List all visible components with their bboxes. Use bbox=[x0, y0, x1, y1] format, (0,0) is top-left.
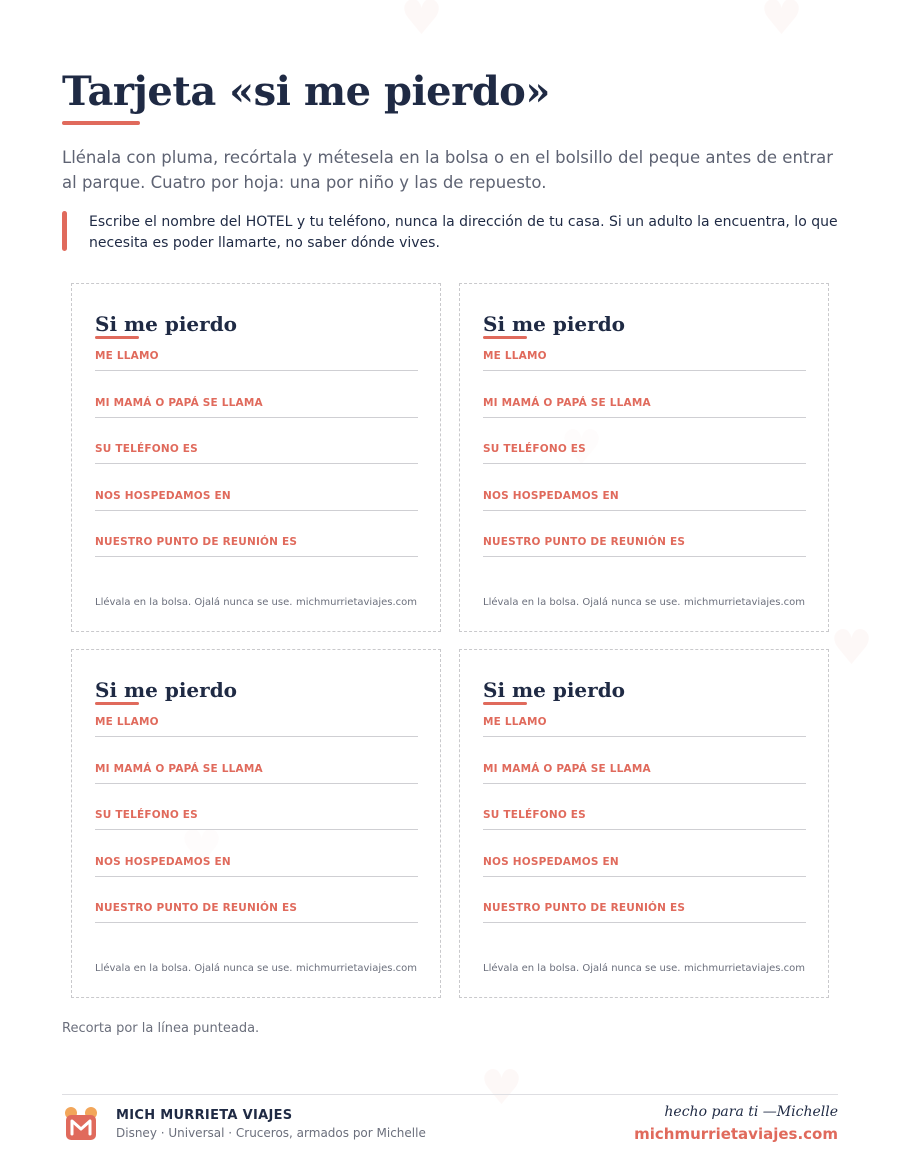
lost-card bbox=[459, 649, 829, 998]
field-name[interactable] bbox=[95, 350, 418, 371]
field-hotel[interactable] bbox=[95, 490, 418, 511]
card-footer-website: michmurrietaviajes.com bbox=[296, 597, 417, 608]
card-title-underline bbox=[95, 336, 139, 339]
field-label: SU TELÉFONO ES bbox=[95, 809, 198, 821]
field-meeting-point[interactable] bbox=[483, 902, 806, 923]
field-parent-name[interactable] bbox=[483, 763, 806, 784]
field-hotel[interactable] bbox=[483, 490, 806, 511]
field-name[interactable] bbox=[483, 716, 806, 737]
field-meeting-point[interactable] bbox=[483, 536, 806, 557]
field-label: ME LLAMO bbox=[483, 716, 547, 728]
field-meeting-point[interactable] bbox=[95, 536, 418, 557]
mickey-m-logo-icon bbox=[62, 1105, 100, 1143]
field-label: NUESTRO PUNTO DE REUNIÓN ES bbox=[483, 902, 686, 914]
field-phone[interactable] bbox=[483, 809, 806, 830]
field-label: ME LLAMO bbox=[483, 350, 547, 362]
field-label: NUESTRO PUNTO DE REUNIÓN ES bbox=[95, 536, 298, 548]
card-title-underline bbox=[483, 702, 527, 705]
card-title: Si me pierdo bbox=[95, 678, 238, 702]
privacy-note: Escribe el nombre del HOTEL y tu teléfono, nunca la dirección de tu casa. Si un adulto la encuentra, lo que necesita es poder llamarte, no saber dónde vives. bbox=[89, 214, 838, 251]
card-footer-text: Llévala en la bolsa. Ojalá nunca se use. bbox=[483, 963, 681, 974]
watermark-logo-icon bbox=[760, 0, 803, 46]
field-parent-name[interactable] bbox=[483, 397, 806, 418]
card-title-underline bbox=[483, 336, 527, 339]
field-name[interactable] bbox=[483, 350, 806, 371]
field-phone[interactable] bbox=[95, 443, 418, 464]
field-phone[interactable] bbox=[95, 809, 418, 830]
lost-card bbox=[459, 283, 829, 632]
title-underline bbox=[62, 121, 140, 125]
field-label: SU TELÉFONO ES bbox=[483, 443, 586, 455]
lost-card bbox=[71, 283, 441, 632]
field-name[interactable] bbox=[95, 716, 418, 737]
card-footer-website: michmurrietaviajes.com bbox=[684, 963, 805, 974]
watermark-logo-icon bbox=[400, 0, 443, 46]
field-label: ME LLAMO bbox=[95, 350, 159, 362]
field-label: MI MAMÁ O PAPÁ SE LLAMA bbox=[483, 397, 651, 409]
brand-tagline: Disney · Universal · Cruceros, armados por Michelle bbox=[116, 1126, 426, 1140]
card-title: Si me pierdo bbox=[95, 312, 238, 336]
field-label: MI MAMÁ O PAPÁ SE LLAMA bbox=[483, 763, 651, 775]
footer-divider bbox=[62, 1094, 838, 1095]
signature: hecho para ti —Michelle bbox=[664, 1104, 838, 1120]
card-title: Si me pierdo bbox=[483, 312, 626, 336]
field-label: MI MAMÁ O PAPÁ SE LLAMA bbox=[95, 397, 263, 409]
field-parent-name[interactable] bbox=[95, 763, 418, 784]
cut-instruction: Recorta por la línea punteada. bbox=[62, 1021, 260, 1036]
field-label: SU TELÉFONO ES bbox=[483, 809, 586, 821]
field-label: MI MAMÁ O PAPÁ SE LLAMA bbox=[95, 763, 263, 775]
card-footer-text: Llévala en la bolsa. Ojalá nunca se use. bbox=[483, 597, 681, 608]
field-label: NOS HOSPEDAMOS EN bbox=[483, 856, 619, 868]
page-title: Tarjeta «si me pierdo» bbox=[62, 68, 550, 115]
field-label: ME LLAMO bbox=[95, 716, 159, 728]
card-title-underline bbox=[95, 702, 139, 705]
watermark-logo-icon bbox=[830, 620, 873, 676]
card-footer-website: michmurrietaviajes.com bbox=[684, 597, 805, 608]
field-hotel[interactable] bbox=[483, 856, 806, 877]
card-title: Si me pierdo bbox=[483, 678, 626, 702]
field-label: NUESTRO PUNTO DE REUNIÓN ES bbox=[483, 536, 686, 548]
card-footer-text: Llévala en la bolsa. Ojalá nunca se use. bbox=[95, 597, 293, 608]
field-label: NUESTRO PUNTO DE REUNIÓN ES bbox=[95, 902, 298, 914]
brand-name: MICH MURRIETA VIAJES bbox=[116, 1108, 293, 1123]
website-link[interactable]: michmurrietaviajes.com bbox=[634, 1125, 838, 1143]
field-label: SU TELÉFONO ES bbox=[95, 443, 198, 455]
card-footer-website: michmurrietaviajes.com bbox=[296, 963, 417, 974]
field-label: NOS HOSPEDAMOS EN bbox=[95, 490, 231, 502]
field-hotel[interactable] bbox=[95, 856, 418, 877]
card-footer-text: Llévala en la bolsa. Ojalá nunca se use. bbox=[95, 963, 293, 974]
watermark-logo-icon bbox=[480, 1060, 523, 1116]
field-label: NOS HOSPEDAMOS EN bbox=[95, 856, 231, 868]
intro-text: Llénala con pluma, recórtala y métesela en la bolsa o en el bolsillo del peque antes de entrar al parque. Cuatro por hoja: una por niño y las de repuesto. bbox=[62, 148, 834, 192]
lost-card bbox=[71, 649, 441, 998]
field-meeting-point[interactable] bbox=[95, 902, 418, 923]
field-parent-name[interactable] bbox=[95, 397, 418, 418]
note-accent-bar bbox=[62, 211, 67, 251]
field-label: NOS HOSPEDAMOS EN bbox=[483, 490, 619, 502]
field-phone[interactable] bbox=[483, 443, 806, 464]
